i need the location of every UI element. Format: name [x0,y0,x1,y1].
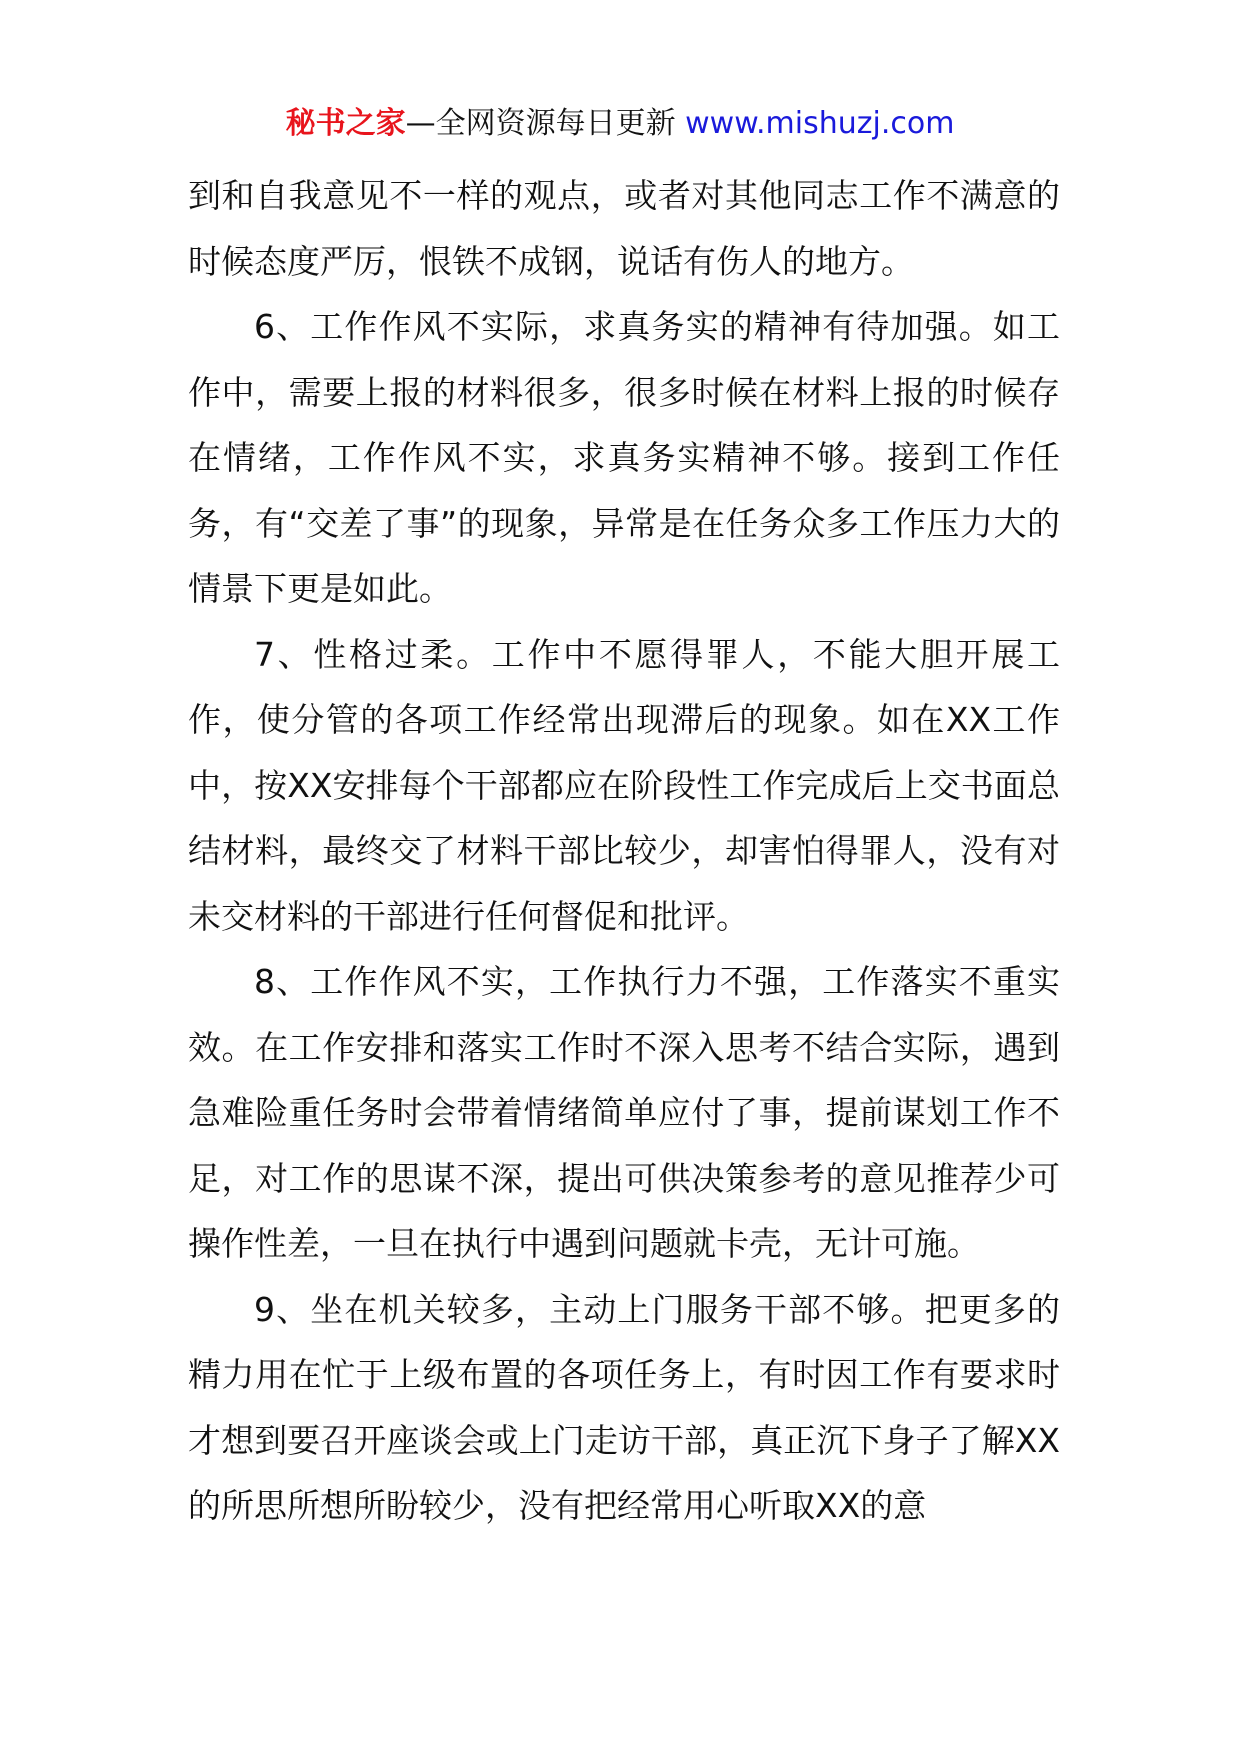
paragraph-item-8: 8、工作作风不实，工作执行力不强，工作落实不重实效。在工作安排和落实工作时不深入思考不结合实际，遇到急难险重任务时会带着情绪简单应付了事，提前谋划工作不足，对工作的思谋不深，提出可供决策参考的意见推荐少可操作性差，一旦在执行中遇到问题就卡壳，无计可施。 [188,962,1060,1263]
paragraph-item-9: 9、坐在机关较多，主动上门服务干部不够。把更多的精力用在忙于上级布置的各项任务上，有时因工作有要求时才想到要召开座谈会或上门走访干部，真正沉下身子了解XX的所思所想所盼较少，没有把经常用心听取XX的意 [188,1289,1060,1525]
page-header [0,104,1240,144]
brand-name: 秘书之家 [285,106,406,141]
document-body [188,163,1060,1539]
paragraph-item-6: 6、工作作风不实际，求真务实的精神有待加强。如工作中，需要上报的材料很多，很多时候在材料上报的时候存在情绪，工作作风不实，求真务实精神不够。接到工作任务，有“交差了事”的现象，异常是在任务众多工作压力大的情景下更是如此。 [188,307,1060,608]
header-slogan: —全网资源每日更新 [405,106,676,141]
paragraph-item-7: 7、性格过柔。工作中不愿得罪人，不能大胆开展工作，使分管的各项工作经常出现滞后的现象。如在XX工作中，按XX安排每个干部都应在阶段性工作完成后上交书面总结材料，最终交了材料干部比较少，却害怕得罪人，没有对未交材料的干部进行任何督促和批评。 [188,634,1060,936]
website-link[interactable]: www.mishuzj.com [685,106,955,141]
paragraph-continuation: 到和自我意见不一样的观点，或者对其他同志工作不满意的时候态度严厉，恨铁不成钢，说话有伤人的地方。 [188,176,1060,281]
